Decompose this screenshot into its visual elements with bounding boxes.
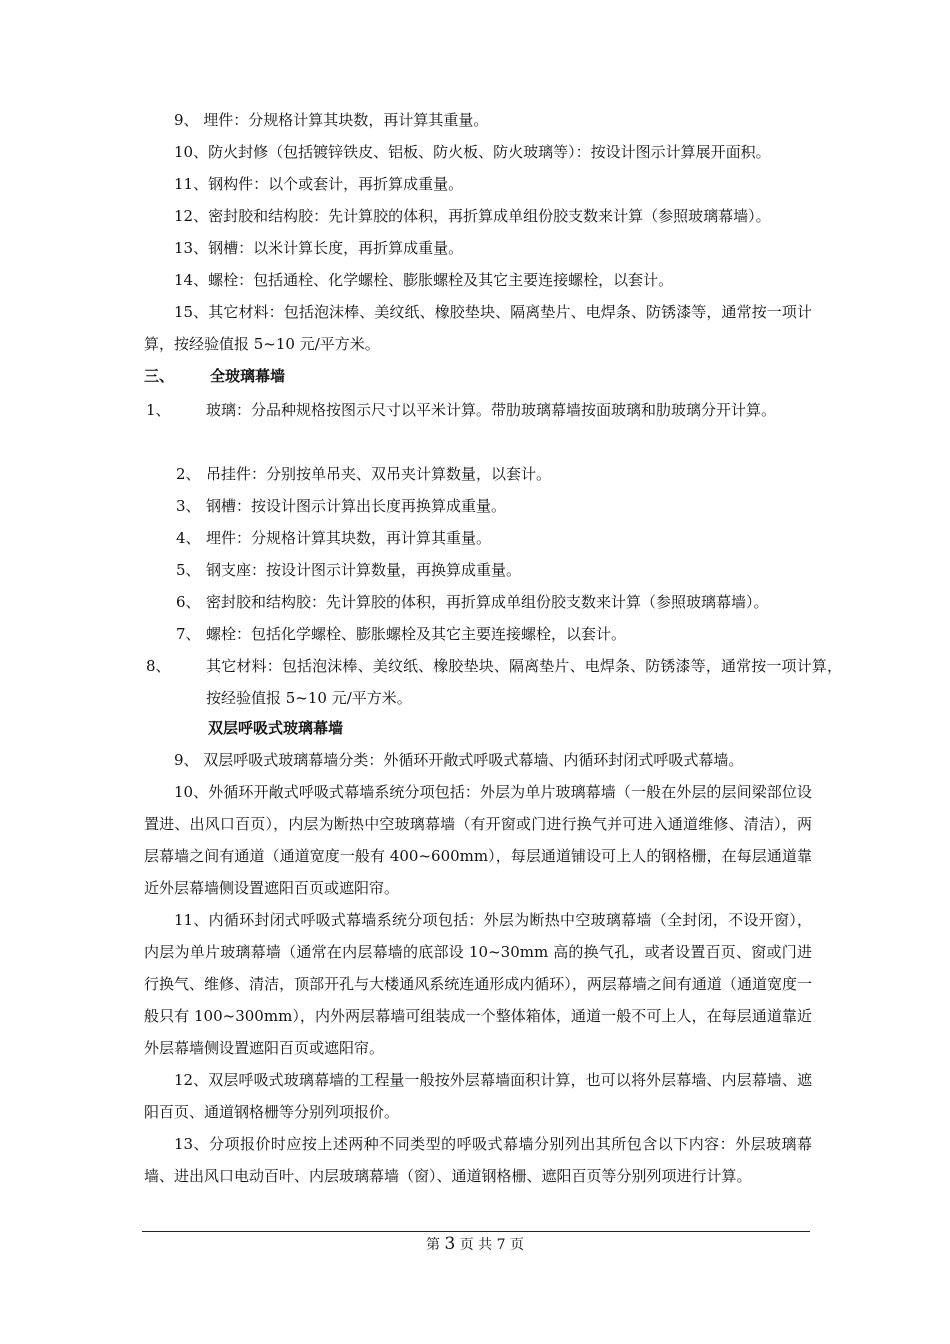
list-text: 其它材料：包括泡沫棒、美纹纸、橡胶垫块、隔离垫片、电焊条、防锈漆等，通常按一项计算，按经验值报 5~10 元/平方米。 bbox=[206, 657, 842, 707]
paragraph-item-11: 11、内循环封闭式呼吸式幕墙系统分项包括：外层为断热中空玻璃幕墙（全封闭，不设开窗），内层为单片玻璃幕墙（通常在内层幕墙的底部设 10~30mm 高的换气孔，或者设置百页、窗或门进行换气、维修、清洁，顶部开孔与大楼通风系统连通形成内循环），两层幕墙之间有通道（通道宽度一般只有 100~300mm），内外两层幕墙可组装成一个整体箱体，通道一般不可上人，在每层通道靠近外层幕墙侧设置遮阳百页或遮阳帘。 bbox=[144, 911, 812, 1057]
current-page-number: 3 bbox=[444, 1234, 456, 1254]
list-item bbox=[176, 490, 812, 522]
list-item bbox=[176, 458, 812, 490]
footer-prefix: 第 bbox=[425, 1237, 440, 1253]
section-heading bbox=[144, 360, 444, 392]
footer-middle: 页 共 bbox=[459, 1237, 493, 1253]
list-item bbox=[176, 554, 812, 586]
section-title: 全玻璃幕墙 bbox=[210, 367, 286, 385]
section-number: 三、 bbox=[144, 367, 175, 385]
paragraph-item-10: 10、防火封修（包括镀锌铁皮、铝板、防火板、防火玻璃等）：按设计图示计算展开面积。 bbox=[174, 143, 771, 161]
list-text: 钢槽：按设计图示计算出长度再换算成重量。 bbox=[206, 497, 507, 515]
list-text: 玻璃：分品种规格按图示尺寸以平米计算。带肋玻璃幕墙按面玻璃和肋玻璃分开计算。 bbox=[206, 401, 777, 419]
list-number: 1、 bbox=[146, 401, 171, 419]
paragraph-item-12: 12、密封胶和结构胶：先计算胶的体积，再折算成单组份胶支数来计算（参照玻璃幕墙）。 bbox=[174, 207, 771, 225]
paragraph-item-9: 9、 埋件：分规格计算其块数，再计算其重量。 bbox=[174, 111, 489, 129]
list-text: 埋件：分规格计算其块数，再计算其重量。 bbox=[206, 529, 492, 547]
paragraph-item-15: 15、其它材料：包括泡沫棒、美纹纸、橡胶垫块、隔离垫片、电焊条、防锈漆等，通常按一项计算，按经验值报 5~10 元/平方米。 bbox=[144, 303, 812, 353]
list-number: 3、 bbox=[176, 497, 201, 515]
footer-suffix: 页 bbox=[510, 1237, 524, 1253]
subsection-heading: 双层呼吸式玻璃幕墙 bbox=[208, 719, 344, 737]
list-text: 密封胶和结构胶：先计算胶的体积，再折算成单组份胶支数来计算（参照玻璃幕墙）。 bbox=[206, 593, 769, 611]
total-page-number: 7 bbox=[496, 1237, 506, 1253]
paragraph-item-12: 12、双层呼吸式玻璃幕墙的工程量一般按外层幕墙面积计算，也可以将外层幕墙、内层幕墙、遮阳百页、通道钢格栅等分别列项报价。 bbox=[144, 1071, 812, 1121]
list-number: 7、 bbox=[176, 625, 201, 643]
page-footer bbox=[0, 1232, 950, 1257]
list-item bbox=[146, 394, 842, 426]
list-text: 螺栓：包括化学螺栓、膨胀螺栓及其它主要连接螺栓，以套计。 bbox=[206, 625, 627, 643]
list-item bbox=[176, 618, 812, 650]
list-item bbox=[146, 650, 842, 714]
list-text: 钢支座：按设计图示计算数量，再换算成重量。 bbox=[206, 561, 522, 579]
list-number: 4、 bbox=[176, 529, 201, 547]
paragraph-item-13: 13、分项报价时应按上述两种不同类型的呼吸式幕墙分别列出其所包含以下内容：外层玻璃幕墙、进出风口电动百叶、内层玻璃幕墙（窗）、通道钢格栅、遮阳百页等分别列项进行计算。 bbox=[144, 1135, 812, 1185]
paragraph-item-13: 13、钢槽：以米计算长度，再折算成重量。 bbox=[174, 239, 464, 257]
list-number: 6、 bbox=[176, 593, 201, 611]
list-item bbox=[176, 522, 812, 554]
paragraph-item-10: 10、外循环开敞式呼吸式幕墙系统分项包括：外层为单片玻璃幕墙（一般在外层的层间梁部位设置进、出风口百页），内层为断热中空玻璃幕墙（有开窗或门进行换气并可进入通道维修、清洁），两层幕墙之间有通道（通道宽度一般有 400~600mm），每层通道铺设可上人的钢格栅，在每层通道靠近外层幕墙侧设置遮阳百页或遮阳帘。 bbox=[144, 783, 812, 897]
paragraph-item-14: 14、螺栓：包括通栓、化学螺栓、膨胀螺栓及其它主要连接螺栓，以套计。 bbox=[174, 271, 674, 289]
list-number: 5、 bbox=[176, 561, 201, 579]
list-text: 吊挂件：分别按单吊夹、双吊夹计算数量，以套计。 bbox=[206, 465, 552, 483]
paragraph-item-9: 9、 双层呼吸式玻璃幕墙分类：外循环开敞式呼吸式幕墙、内循环封闭式呼吸式幕墙。 bbox=[174, 751, 744, 769]
list-number: 8、 bbox=[146, 657, 171, 675]
paragraph-item-11: 11、钢构件：以个或套计，再折算成重量。 bbox=[174, 175, 464, 193]
list-number: 2、 bbox=[176, 465, 201, 483]
list-item bbox=[176, 586, 812, 618]
